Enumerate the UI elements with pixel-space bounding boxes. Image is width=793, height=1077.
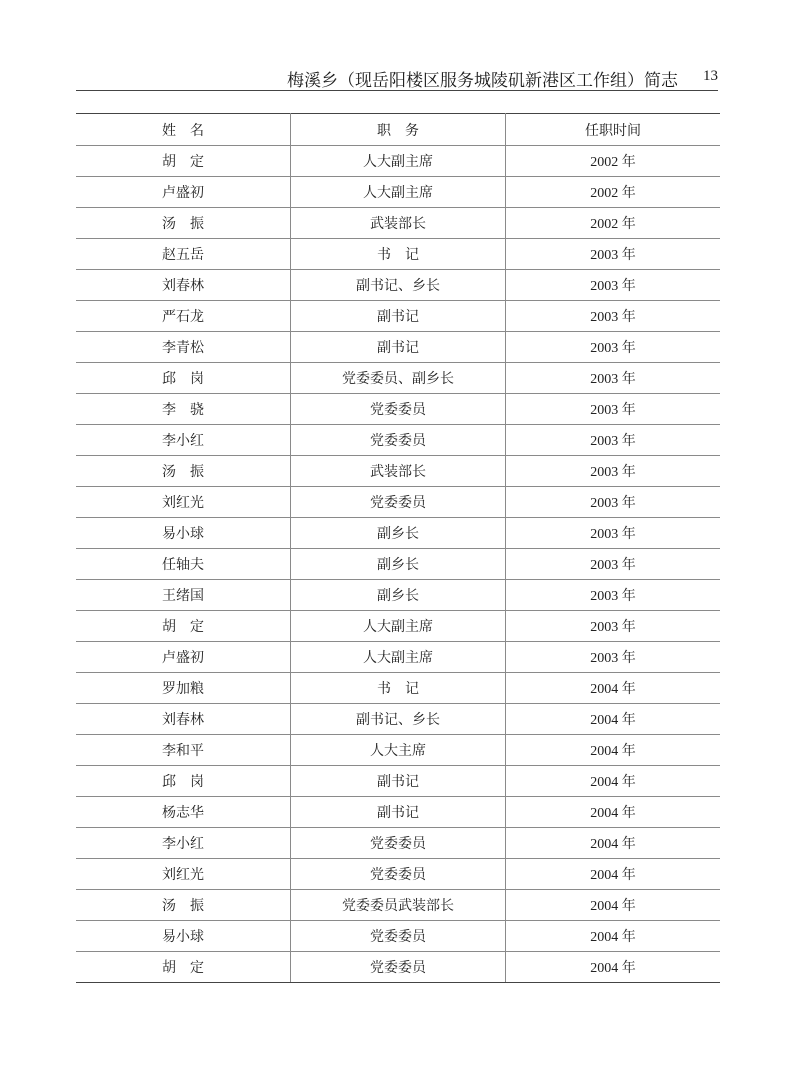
official-position-cell: 副书记 bbox=[291, 301, 506, 332]
column-header-position: 职 务 bbox=[291, 114, 506, 146]
official-name-cell: 胡 定 bbox=[76, 146, 291, 177]
term-year-cell: 2003 年 bbox=[506, 332, 721, 363]
table-row bbox=[76, 921, 720, 952]
term-year-cell: 2002 年 bbox=[506, 208, 721, 239]
official-position-cell: 副书记 bbox=[291, 332, 506, 363]
official-name-cell: 邱 岗 bbox=[76, 363, 291, 394]
official-name-cell: 李小红 bbox=[76, 828, 291, 859]
official-position-cell: 人大副主席 bbox=[291, 642, 506, 673]
official-position-cell: 党委委员 bbox=[291, 425, 506, 456]
term-year-cell: 2004 年 bbox=[506, 859, 721, 890]
term-year-cell: 2004 年 bbox=[506, 797, 721, 828]
term-year-cell: 2003 年 bbox=[506, 239, 721, 270]
official-name-cell: 汤 振 bbox=[76, 208, 291, 239]
official-position-cell: 副乡长 bbox=[291, 518, 506, 549]
official-position-cell: 武装部长 bbox=[291, 456, 506, 487]
official-name-cell: 易小球 bbox=[76, 518, 291, 549]
official-name-cell: 邱 岗 bbox=[76, 766, 291, 797]
official-position-cell: 党委委员 bbox=[291, 828, 506, 859]
table-header-row bbox=[76, 114, 720, 146]
official-name-cell: 汤 振 bbox=[76, 456, 291, 487]
official-position-cell: 党委委员 bbox=[291, 487, 506, 518]
table-row bbox=[76, 952, 720, 983]
official-position-cell: 书 记 bbox=[291, 239, 506, 270]
term-year-cell: 2003 年 bbox=[506, 580, 721, 611]
official-position-cell: 副书记 bbox=[291, 797, 506, 828]
table-row bbox=[76, 611, 720, 642]
official-position-cell: 党委委员 bbox=[291, 859, 506, 890]
official-name-cell: 杨志华 bbox=[76, 797, 291, 828]
term-year-cell: 2003 年 bbox=[506, 363, 721, 394]
table-row bbox=[76, 518, 720, 549]
official-position-cell: 党委委员、副乡长 bbox=[291, 363, 506, 394]
term-year-cell: 2002 年 bbox=[506, 146, 721, 177]
official-position-cell: 副乡长 bbox=[291, 549, 506, 580]
term-year-cell: 2004 年 bbox=[506, 673, 721, 704]
official-position-cell: 人大主席 bbox=[291, 735, 506, 766]
official-name-cell: 刘红光 bbox=[76, 859, 291, 890]
official-position-cell: 党委委员武装部长 bbox=[291, 890, 506, 921]
column-header-name: 姓 名 bbox=[76, 114, 291, 146]
term-year-cell: 2003 年 bbox=[506, 301, 721, 332]
term-year-cell: 2002 年 bbox=[506, 177, 721, 208]
official-name-cell: 卢盛初 bbox=[76, 177, 291, 208]
table-row bbox=[76, 890, 720, 921]
table-row bbox=[76, 208, 720, 239]
table-row bbox=[76, 301, 720, 332]
page-header bbox=[76, 62, 718, 91]
official-name-cell: 李和平 bbox=[76, 735, 291, 766]
table-row bbox=[76, 766, 720, 797]
table-row bbox=[76, 239, 720, 270]
official-name-cell: 刘红光 bbox=[76, 487, 291, 518]
official-position-cell: 党委委员 bbox=[291, 394, 506, 425]
table-row bbox=[76, 177, 720, 208]
official-name-cell: 严石龙 bbox=[76, 301, 291, 332]
official-position-cell: 副书记 bbox=[291, 766, 506, 797]
running-header-title: 梅溪乡（现岳阳楼区服务城陵矶新港区工作组）简志 bbox=[287, 71, 678, 91]
term-year-cell: 2003 年 bbox=[506, 487, 721, 518]
official-name-cell: 任轴夫 bbox=[76, 549, 291, 580]
table-row bbox=[76, 673, 720, 704]
official-name-cell: 罗加粮 bbox=[76, 673, 291, 704]
table-row bbox=[76, 425, 720, 456]
table-row bbox=[76, 797, 720, 828]
table-row bbox=[76, 363, 720, 394]
term-year-cell: 2003 年 bbox=[506, 456, 721, 487]
term-year-cell: 2004 年 bbox=[506, 952, 721, 983]
table-row bbox=[76, 146, 720, 177]
official-name-cell: 赵五岳 bbox=[76, 239, 291, 270]
table-row bbox=[76, 704, 720, 735]
table-row bbox=[76, 394, 720, 425]
official-position-cell: 书 记 bbox=[291, 673, 506, 704]
term-year-cell: 2003 年 bbox=[506, 394, 721, 425]
official-name-cell: 刘春林 bbox=[76, 270, 291, 301]
table-row bbox=[76, 549, 720, 580]
term-year-cell: 2003 年 bbox=[506, 518, 721, 549]
official-name-cell: 卢盛初 bbox=[76, 642, 291, 673]
official-name-cell: 刘春林 bbox=[76, 704, 291, 735]
page-number: 13 bbox=[703, 68, 718, 84]
term-year-cell: 2004 年 bbox=[506, 890, 721, 921]
official-position-cell: 副书记、乡长 bbox=[291, 270, 506, 301]
official-name-cell: 胡 定 bbox=[76, 952, 291, 983]
table-row bbox=[76, 270, 720, 301]
term-year-cell: 2004 年 bbox=[506, 735, 721, 766]
officials-table bbox=[76, 113, 720, 983]
table-row bbox=[76, 828, 720, 859]
term-year-cell: 2004 年 bbox=[506, 766, 721, 797]
term-year-cell: 2004 年 bbox=[506, 704, 721, 735]
official-position-cell: 人大副主席 bbox=[291, 146, 506, 177]
official-position-cell: 人大副主席 bbox=[291, 177, 506, 208]
term-year-cell: 2003 年 bbox=[506, 270, 721, 301]
official-name-cell: 王绪国 bbox=[76, 580, 291, 611]
official-name-cell: 易小球 bbox=[76, 921, 291, 952]
official-name-cell: 汤 振 bbox=[76, 890, 291, 921]
table-row bbox=[76, 642, 720, 673]
table-row bbox=[76, 580, 720, 611]
term-year-cell: 2003 年 bbox=[506, 611, 721, 642]
official-position-cell: 副乡长 bbox=[291, 580, 506, 611]
term-year-cell: 2003 年 bbox=[506, 549, 721, 580]
term-year-cell: 2004 年 bbox=[506, 828, 721, 859]
official-position-cell: 党委委员 bbox=[291, 921, 506, 952]
official-position-cell: 人大副主席 bbox=[291, 611, 506, 642]
official-name-cell: 李 骁 bbox=[76, 394, 291, 425]
column-header-term: 任职时间 bbox=[506, 114, 721, 146]
term-year-cell: 2003 年 bbox=[506, 642, 721, 673]
table-body bbox=[76, 146, 720, 983]
table-row bbox=[76, 735, 720, 766]
official-position-cell: 副书记、乡长 bbox=[291, 704, 506, 735]
table-row bbox=[76, 859, 720, 890]
official-position-cell: 武装部长 bbox=[291, 208, 506, 239]
official-name-cell: 胡 定 bbox=[76, 611, 291, 642]
term-year-cell: 2003 年 bbox=[506, 425, 721, 456]
table-row bbox=[76, 487, 720, 518]
table-row bbox=[76, 456, 720, 487]
term-year-cell: 2004 年 bbox=[506, 921, 721, 952]
official-name-cell: 李小红 bbox=[76, 425, 291, 456]
table-row bbox=[76, 332, 720, 363]
official-name-cell: 李青松 bbox=[76, 332, 291, 363]
official-position-cell: 党委委员 bbox=[291, 952, 506, 983]
